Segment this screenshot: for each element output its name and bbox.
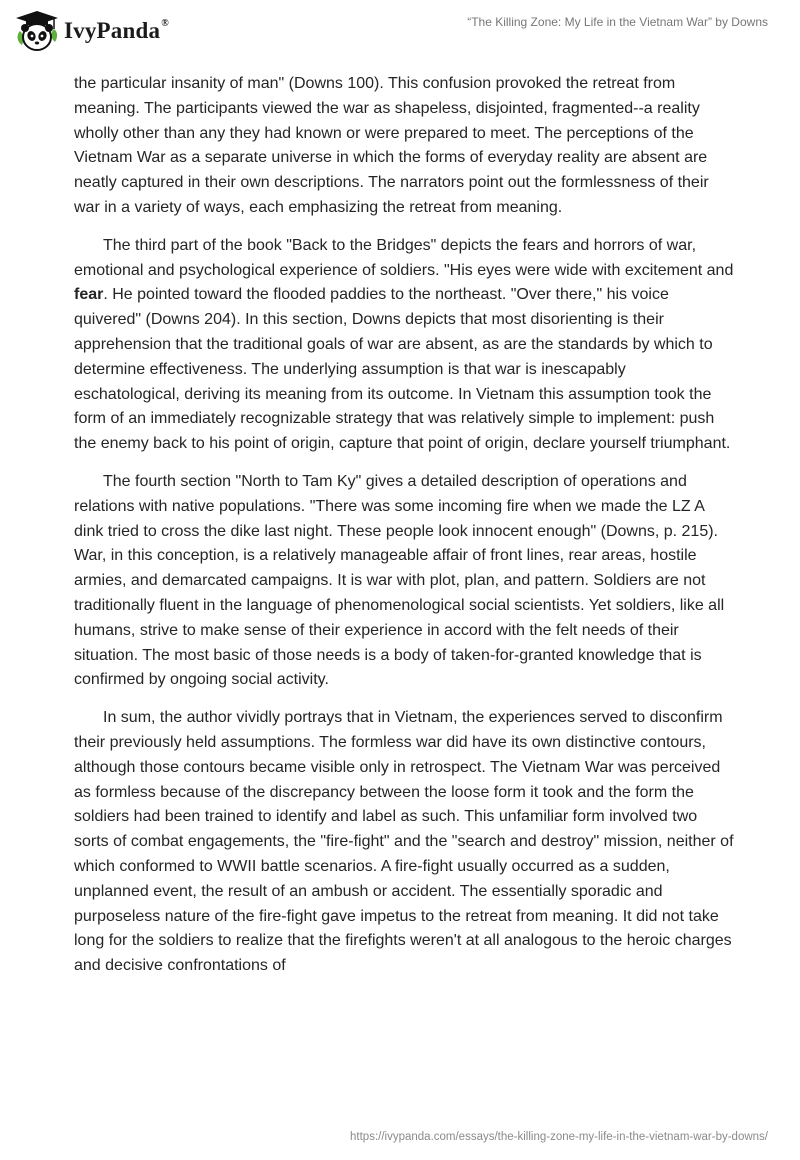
document-title: “The Killing Zone: My Life in the Vietnam War” by Downs: [467, 15, 768, 29]
panda-graduate-icon: [14, 9, 60, 53]
source-url[interactable]: https://ivypanda.com/essays/the-killing-zone-my-life-in-the-vietnam-war-by-downs/: [350, 1131, 768, 1143]
ivypanda-logo[interactable]: [14, 9, 169, 53]
paragraph-3: The fourth section "North to Tam Ky" gives a detailed description of operations and relations with native populations. "There was some incoming fire when we made the LZ A dink tried to cross the dike last night. These people look innocent enough" (Downs, p. 215). War, in this conception, is a relatively manageable affair of front lines, rear areas, hostile armies, and demarcated campaigns. It is war with plot, plan, and pattern. Soldiers are not traditionally fluent in the language of phenomenological social scientists. Yet soldiers, like all humans, strive to make sense of their experience in accord with the felt needs of their situation. The most basic of those needs is a body of taken-for-granted knowledge that is confirmed by ongoing social activity.: [74, 472, 725, 689]
registered-mark: ®: [161, 18, 169, 30]
page-header: [0, 0, 800, 70]
paragraph-1: the particular insanity of man" (Downs 100). This confusion provoked the retreat from meaning. The participants viewed the war as shapeless, disjointed, fragmented--a reality wholly other than any they had known or were prepared to meet. The perceptions of the Vietnam War as a separate universe in which the forms of everyday reality are absent are neatly captured in their own descriptions. The narrators point out the formlessness of their war in a variety of ways, each emphasizing the retreat from meaning.: [74, 75, 709, 216]
paragraph-2: [74, 234, 734, 457]
paragraph-2-start: The third part of the book "Back to the Bridges" depicts the fears and horrors of war, emotional and psychological experience of soldiers. "His eyes were wide with excitement and: [74, 236, 734, 279]
paragraph-2-end: . He pointed toward the flooded paddies to the northeast. "Over there," his voice quivered" (Downs 204). In this section, Downs depicts that most disorienting is their apprehension that the traditional goals of war are absent, as are the standards by which to determine effectiveness. The underlying assumption is that war is inescapably eschatological, deriving its meaning from its outcome. In Vietnam this assumption took the form of an immediately recognizable strategy that was relatively simple to implement: push the enemy back to his point of origin, capture that point of origin, declare yourself triumphant.: [74, 286, 731, 453]
brand-name: [64, 18, 169, 44]
brand-text: IvyPanda: [64, 18, 161, 43]
bold-keyword: fear: [74, 286, 104, 304]
essay-body: [74, 72, 734, 992]
paragraph-4: In sum, the author vividly portrays that in Vietnam, the experiences served to disconfirm their previously held assumptions. The formless war did have its own distinctive contours, although those contours became visible only in retrospect. The Vietnam War was perceived as formless because of the discrepancy between the loose form it took and the form the soldiers had been trained to identify and label as such. This unfamiliar form involved two sorts of combat engagements, the "fire-fight" and the "search and destroy" mission, neither of which conformed to WWII battle scenarios. A fire-fight usually occurred as a sudden, unplanned event, the result of an ambush or accident. The essentially sporadic and purposeless nature of the fire-fight gave impetus to the retreat from meaning. It did not take long for the soldiers to realize that the firefights weren't at all analogous to the heroic charges and decisive confrontations of: [74, 709, 734, 975]
